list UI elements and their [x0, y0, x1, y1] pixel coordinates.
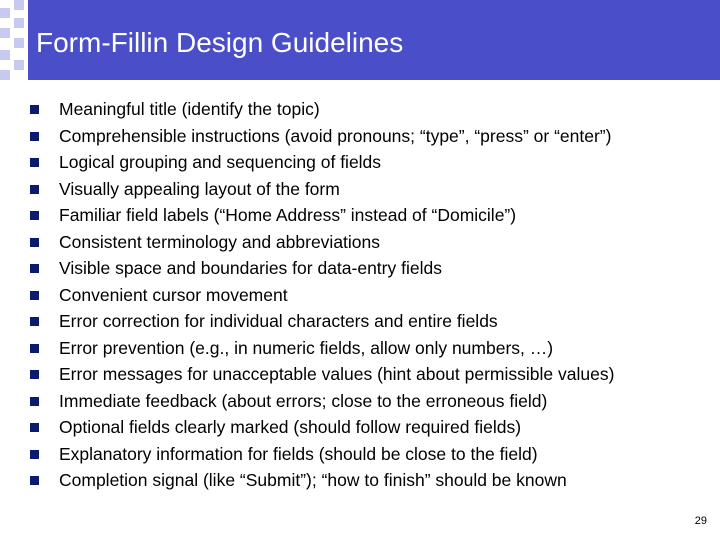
bullet-text: Consistent terminology and abbreviations — [59, 231, 381, 252]
bullet-item — [30, 388, 710, 415]
bullet-item — [30, 255, 710, 282]
bullet-square-icon — [30, 291, 39, 300]
decorative-block — [0, 70, 10, 80]
decorative-block — [14, 38, 24, 48]
bullet-square-icon — [30, 344, 39, 353]
bullet-text: Error prevention (e.g., in numeric fields, allow only numbers, …) — [59, 337, 554, 358]
bullet-item — [30, 176, 710, 203]
decorative-block — [14, 0, 24, 10]
page-number: 29 — [694, 515, 707, 527]
decorative-block — [0, 50, 10, 60]
bullet-square-icon — [30, 185, 39, 194]
bullet-square-icon — [30, 423, 39, 432]
bullet-square-icon — [30, 132, 39, 141]
bullet-square-icon — [30, 211, 39, 220]
decorative-block — [14, 18, 24, 28]
bullet-item — [30, 202, 710, 229]
bullet-item — [30, 441, 710, 468]
bullet-square-icon — [30, 450, 39, 459]
bullet-item — [30, 335, 710, 362]
bullet-item — [30, 282, 710, 309]
bullet-square-icon — [30, 158, 39, 167]
bullet-item — [30, 361, 710, 388]
bullet-item — [30, 96, 710, 123]
bullet-item — [30, 123, 710, 150]
decorative-block — [0, 28, 10, 38]
bullet-square-icon — [30, 238, 39, 247]
bullet-text: Logical grouping and sequencing of fields — [59, 152, 382, 172]
bullet-text: Convenient cursor movement — [59, 284, 288, 305]
bullet-item — [30, 414, 710, 441]
slide-title: Form-Fillin Design Guidelines — [36, 27, 404, 58]
bullet-item — [30, 308, 710, 335]
bullet-square-icon — [30, 105, 39, 114]
bullet-text: Completion signal (like “Submit”); “how to finish” should be known — [59, 470, 567, 490]
bullet-item — [30, 229, 710, 256]
bullet-item — [30, 467, 710, 494]
bullet-square-icon — [30, 397, 39, 406]
bullet-text: Optional fields clearly marked (should follow required fields) — [59, 417, 522, 437]
bullet-list — [30, 96, 710, 494]
bullet-square-icon — [30, 317, 39, 326]
bullet-text: Visible space and boundaries for data-entry fields — [59, 258, 442, 278]
bullet-text: Immediate feedback (about errors; close to the erroneous field) — [59, 390, 548, 411]
bullet-text: Meaningful title (identify the topic) — [59, 99, 320, 119]
decorative-block — [14, 60, 24, 70]
bullet-text: Error messages for unacceptable values (hint about permissible values) — [59, 364, 615, 384]
bullet-text: Comprehensible instructions (avoid pronouns; “type”, “press” or “enter”) — [59, 125, 612, 146]
bullet-text: Visually appealing layout of the form — [59, 178, 340, 199]
bullet-square-icon — [30, 476, 39, 485]
decorative-block — [0, 8, 10, 18]
bullet-square-icon — [30, 370, 39, 379]
bullet-text: Explanatory information for fields (should be close to the field) — [59, 443, 538, 464]
bullet-item — [30, 149, 710, 176]
bullet-text: Error correction for individual characters and entire fields — [59, 311, 498, 331]
bullet-text: Familiar field labels (“Home Address” instead of “Domicile”) — [59, 205, 517, 225]
bullet-square-icon — [30, 264, 39, 273]
